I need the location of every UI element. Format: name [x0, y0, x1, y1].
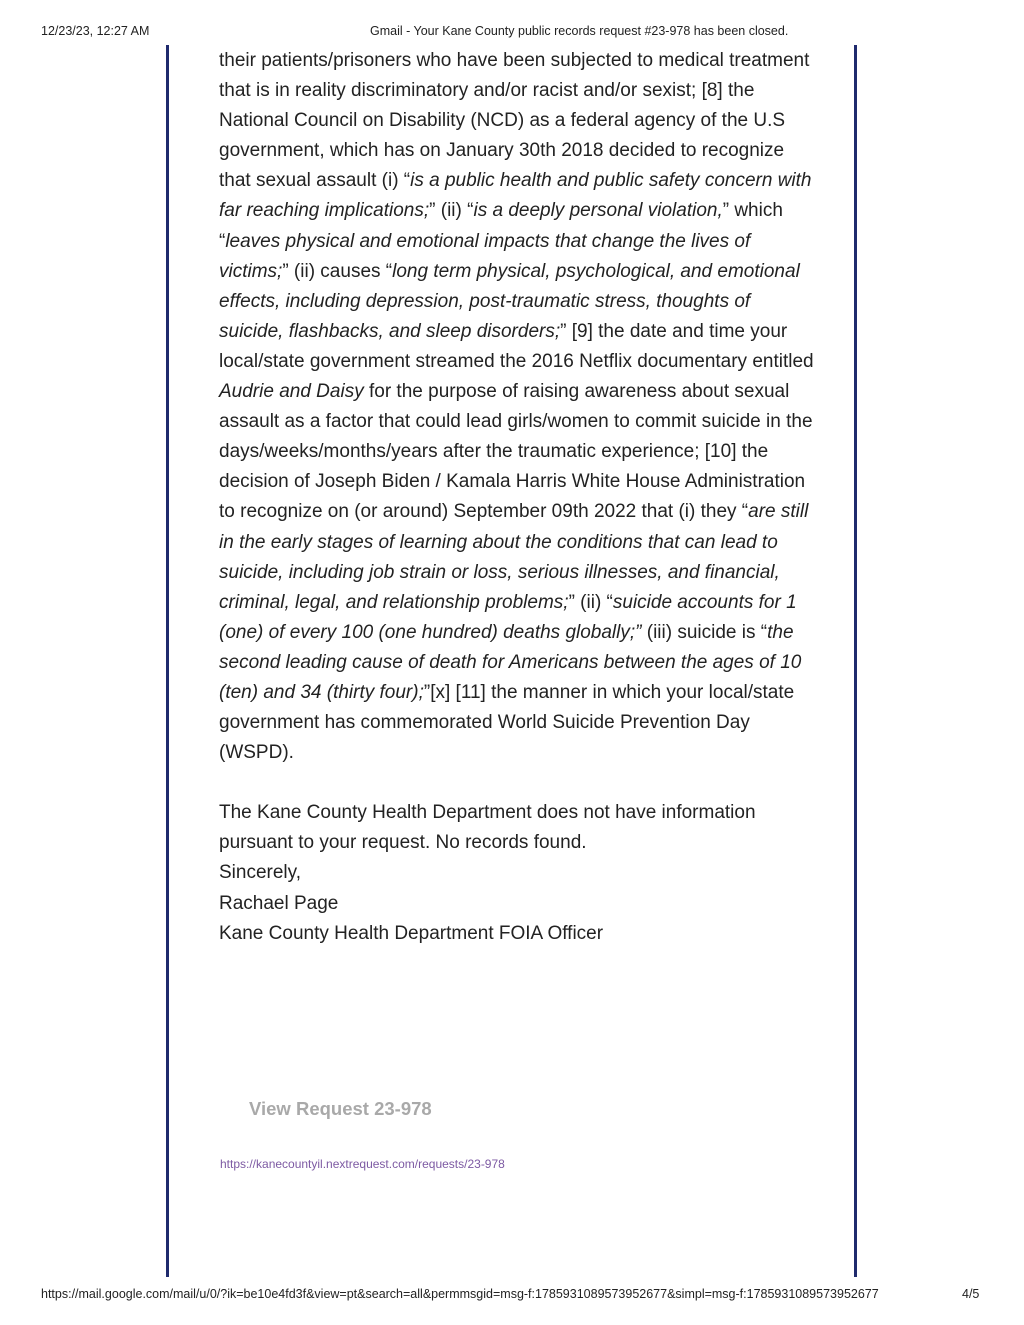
paragraph-text: ” (ii) causes “ — [282, 260, 393, 282]
paragraph-text: their patients/prisoners who have been subjected to medical treatment that is in reality discriminatory and/or racist and/or sexist; [8] the National Council on Disability (NCD) as a federal agency of the U.S government, which has on January 30th 2018 decided to recognize that sexual assault (i) “ — [219, 50, 810, 192]
paragraph-text: ” (ii) “ — [568, 591, 613, 613]
email-body — [219, 46, 819, 949]
paragraph-text: (iii) suicide is “ — [641, 621, 768, 643]
paragraph-text: ”[x] [11] the manner in which your local/state government has commemorated World Suicide Prevention Day (WSPD). — [219, 681, 795, 764]
quoted-italic-text: is a deeply personal violation, — [473, 200, 723, 222]
sender-name: Rachael Page — [219, 892, 339, 914]
paragraph-text: for the purpose of raising awareness about sexual assault as a factor that could lead girls/women to commit suicide in the days/weeks/months/years after the traumatic experience; [10] the decision of Joseph Biden / Kamala Harris White House Administration to recognize on (or around) September 09th 2022 that (i) they “ — [219, 381, 813, 523]
quoted-italic-text: the second leading cause of death for Americans between the ages of 10 (ten) and 34 (thirty four); — [219, 621, 802, 703]
paragraph-text: ” which “ — [219, 200, 783, 252]
quoted-italic-text: leaves physical and emotional impacts that change the lives of victims; — [219, 230, 751, 282]
sender-title: Kane County Health Department FOIA Officer — [219, 922, 604, 944]
view-request-link[interactable]: View Request 23-978 — [249, 1098, 432, 1119]
quoted-italic-text: is a public health and public safety concern with far reaching implications; — [219, 170, 812, 222]
print-url: https://mail.google.com/mail/u/0/?ik=be10e4fd3f&view=pt&search=all&permmsgid=msg-f:1785931089573952677&simpl=msg-f:1785931089573952677 — [41, 1287, 879, 1301]
response-text: The Kane County Health Department does not have information pursuant to your request. No records found. — [219, 802, 756, 854]
page-number: 4/5 — [962, 1287, 980, 1301]
print-page-title: Gmail - Your Kane County public records request #23-978 has been closed. — [370, 24, 789, 38]
paragraph-gap — [219, 768, 819, 798]
paragraph-text: ” (ii) “ — [429, 200, 474, 222]
quoted-italic-text: Audrie and Daisy — [219, 381, 364, 403]
print-datetime: 12/23/23, 12:27 AM — [41, 24, 150, 38]
request-url-link[interactable]: https://kanecountyil.nextrequest.com/requests/23-978 — [220, 1157, 505, 1171]
request-text-paragraph — [219, 46, 819, 768]
quoted-italic-text: long term physical, psychological, and emotional effects, including depression, post-traumatic stress, thoughts of suicide, flashbacks, and sleep disorders; — [219, 260, 800, 342]
salutation: Sincerely, — [219, 862, 302, 884]
quote-border-left — [166, 45, 169, 1277]
paragraph-text: ” [9] the date and time your local/state government streamed the 2016 Netflix documentary entitled — [219, 320, 814, 372]
quote-border-right — [854, 45, 857, 1277]
quoted-italic-text: are still in the early stages of learning about the conditions that can lead to suicide, including job strain or loss, serious illnesses, and financial, criminal, legal, and relationship problems; — [219, 501, 809, 613]
quoted-italic-text: suicide accounts for 1 (one) of every 100 (one hundred) deaths globally;” — [219, 591, 797, 643]
